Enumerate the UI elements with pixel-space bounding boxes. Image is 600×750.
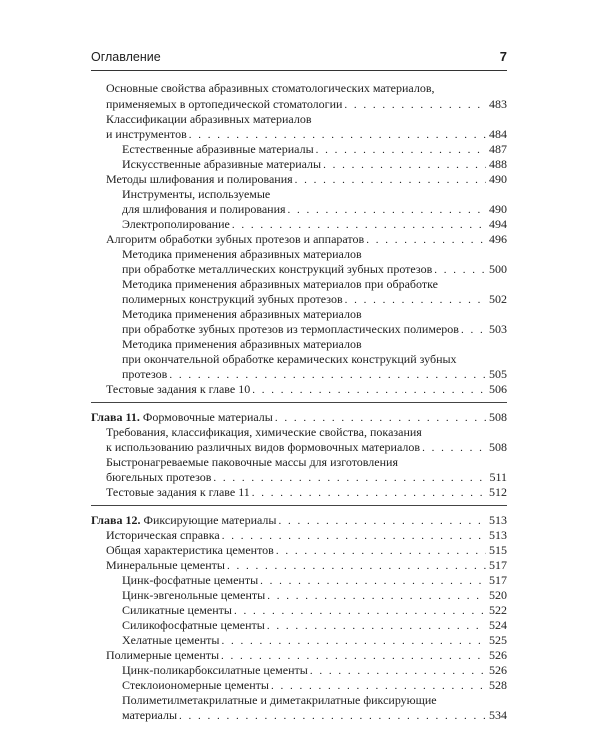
toc-entry-text: протезов [122, 367, 168, 381]
toc-entry[interactable] [106, 440, 507, 454]
toc-entry[interactable] [106, 485, 507, 499]
dot-leader [232, 218, 486, 231]
toc-page-number: 515 [489, 543, 507, 557]
dot-leader [252, 486, 486, 499]
toc-entry-text: бюгельных протезов [106, 470, 212, 484]
toc-entry[interactable] [122, 292, 507, 306]
toc-entry-text: Требования, классификация, химические свойства, показания [106, 425, 422, 439]
toc-entry[interactable] [106, 543, 507, 557]
toc-page-number: 500 [489, 262, 507, 276]
toc-entry-text: Цинк-фосфатные цементы [122, 573, 259, 587]
toc-entry-text: Методика применения абразивных материалов при обработке [122, 277, 438, 291]
toc-entry[interactable] [122, 633, 507, 647]
toc-page-number: 490 [489, 172, 507, 186]
toc-page-number: 522 [489, 603, 507, 617]
chapter-label: Глава 12. [91, 513, 141, 527]
chapter-title: Фиксирующие материалы [143, 513, 277, 527]
dot-leader [179, 709, 486, 722]
chapter-divider [91, 402, 507, 403]
toc-entry[interactable] [106, 97, 507, 111]
dot-leader [278, 514, 486, 527]
toc-entry[interactable] [122, 603, 507, 617]
toc-page-number: 506 [489, 382, 507, 396]
toc-entry[interactable] [122, 588, 507, 602]
toc-entry-text: Историческая справка [106, 528, 220, 542]
toc-entry-text: Быстронагреваемые паковочные массы для изготовления [106, 455, 398, 469]
toc-page-number: 508 [489, 410, 507, 424]
dot-leader [260, 574, 486, 587]
dot-leader [234, 604, 486, 617]
dot-leader [310, 664, 486, 677]
dot-leader [222, 529, 486, 542]
toc-entry-text: к использованию различных видов формовочных материалов [106, 440, 421, 454]
toc-entry[interactable] [122, 262, 507, 276]
toc-entry-text: Методика применения абразивных материалов [122, 247, 362, 261]
toc-page-number: 534 [489, 708, 507, 722]
dot-leader [267, 619, 486, 632]
toc-entry[interactable] [106, 470, 507, 484]
toc-entry-text: Искусственные абразивные материалы [122, 157, 322, 171]
toc-entry[interactable] [106, 528, 507, 542]
toc-page-number: 525 [489, 633, 507, 647]
toc-page-number: 528 [489, 678, 507, 692]
toc-chapter-entry[interactable] [91, 410, 507, 424]
toc-entry-text: Силикатные цементы [122, 603, 232, 617]
toc-entry[interactable] [122, 157, 507, 171]
toc-page-number: 487 [489, 142, 507, 156]
toc-entry[interactable] [106, 127, 507, 141]
toc-entry[interactable] [106, 382, 507, 396]
toc-entry-text: Минеральные цементы [106, 558, 225, 572]
dot-leader [323, 158, 486, 171]
toc-entry-text: применяемых в ортопедической стоматологии [106, 97, 343, 111]
toc-page-number: 490 [489, 202, 507, 216]
toc-entry-text: Хелатные цементы [122, 633, 220, 647]
dot-leader [213, 471, 486, 484]
toc-entry-text: материалы [122, 708, 178, 722]
toc-entry[interactable] [106, 648, 507, 662]
toc-page-number: 517 [489, 558, 507, 572]
toc-page-number: 517 [489, 573, 507, 587]
toc-entry-text: Полимерные цементы [106, 648, 220, 662]
chapter-label: Глава 11. [91, 410, 140, 424]
toc-entry[interactable] [122, 678, 507, 692]
toc-page-number: 524 [489, 618, 507, 632]
toc-entry[interactable] [122, 202, 507, 216]
toc-entry[interactable] [122, 573, 507, 587]
dot-leader [316, 143, 486, 156]
toc-entry-text: Полиметилметакрилатные и диметакрилатные фиксирующие [122, 693, 437, 707]
toc-entry[interactable] [106, 172, 507, 186]
dot-leader [434, 263, 486, 276]
toc-page-number: 511 [489, 470, 507, 484]
chapter-divider [91, 505, 507, 506]
toc-entry-text: Цинк-поликарбоксилатные цементы [122, 663, 308, 677]
toc-entry-text: при обработке зубных протезов из термопластических полимеров [122, 322, 459, 336]
toc-entry-text: Силикофосфатные цементы [122, 618, 265, 632]
toc-page-number: 508 [489, 440, 507, 454]
dot-leader [276, 544, 486, 557]
toc-entry-text: Алгоритм обработки зубных протезов и аппаратов [106, 232, 365, 246]
toc-page-number: 483 [489, 97, 507, 111]
toc-page-number: 520 [489, 588, 507, 602]
toc-entry-text: Общая характеристика цементов [106, 543, 274, 557]
toc-page-number: 494 [489, 217, 507, 231]
toc-entry[interactable] [122, 322, 507, 336]
toc-entry[interactable] [106, 558, 507, 572]
dot-leader [345, 293, 486, 306]
chapter-title: Формовочные материалы [142, 410, 273, 424]
dot-leader [221, 649, 486, 662]
toc-entry[interactable] [122, 618, 507, 632]
toc-entry-text: при окончательной обработке керамических конструкций зубных [122, 352, 457, 366]
dot-leader [271, 679, 486, 692]
toc-entry[interactable] [122, 708, 507, 722]
dot-leader [422, 441, 486, 454]
dot-leader [344, 98, 486, 111]
toc-page-number: 503 [489, 322, 507, 336]
toc-chapter-entry[interactable] [91, 513, 507, 527]
toc-entry-text: Классификации абразивных материалов [106, 112, 312, 126]
dot-leader [461, 323, 486, 336]
toc-entry-text: Электрополирование [122, 217, 230, 231]
dot-leader [252, 383, 486, 396]
dot-leader [221, 634, 486, 647]
toc-entry[interactable] [122, 663, 507, 677]
toc-entry-text: Методика применения абразивных материалов [122, 337, 362, 351]
toc-entry-text: Естественные абразивные материалы [122, 142, 314, 156]
toc-entry-text: и инструментов [106, 127, 187, 141]
toc-entry-text: Тестовые задания к главе 11 [106, 485, 250, 499]
toc-page-number: 496 [489, 232, 507, 246]
toc-entry-text: при обработке металлических конструкций зубных протезов [122, 262, 433, 276]
toc-entry[interactable] [122, 142, 507, 156]
toc-entry-text: Стеклоиономерные цементы [122, 678, 269, 692]
toc-entry-text: Цинк-эвгенольные цементы [122, 588, 266, 602]
toc-entry-text: для шлифования и полирования [122, 202, 286, 216]
toc-entry[interactable] [106, 232, 507, 246]
toc-entry-text: Методы шлифования и полирования [106, 172, 293, 186]
toc-entry[interactable] [122, 217, 507, 231]
toc-entry-text: Инструменты, используемые [122, 187, 271, 201]
toc-page-number: 512 [489, 485, 507, 499]
toc-entry-text: Основные свойства абразивных стоматологических материалов, [106, 81, 435, 95]
toc-entry-text: полимерных конструкций зубных протезов [122, 292, 343, 306]
dot-leader [295, 173, 486, 186]
toc-entry[interactable] [122, 367, 507, 381]
toc-page-number: 505 [489, 367, 507, 381]
toc-page-number: 488 [489, 157, 507, 171]
dot-leader [366, 233, 486, 246]
toc-entry-text: Тестовые задания к главе 10 [106, 382, 251, 396]
dot-leader [189, 128, 486, 141]
toc-page-number: 484 [489, 127, 507, 141]
page-number: 7 [499, 49, 507, 64]
dot-leader [169, 368, 486, 381]
toc-page-number: 502 [489, 292, 507, 306]
dot-leader [275, 411, 486, 424]
toc-page-number: 513 [489, 528, 507, 542]
toc-page-number: 526 [489, 663, 507, 677]
dot-leader [227, 559, 486, 572]
toc-page-number: 513 [489, 513, 507, 527]
running-title: Оглавление [91, 50, 161, 64]
toc-entry-text: Методика применения абразивных материалов [122, 307, 362, 321]
toc-page-number: 526 [489, 648, 507, 662]
dot-leader [267, 589, 486, 602]
dot-leader [288, 203, 486, 216]
